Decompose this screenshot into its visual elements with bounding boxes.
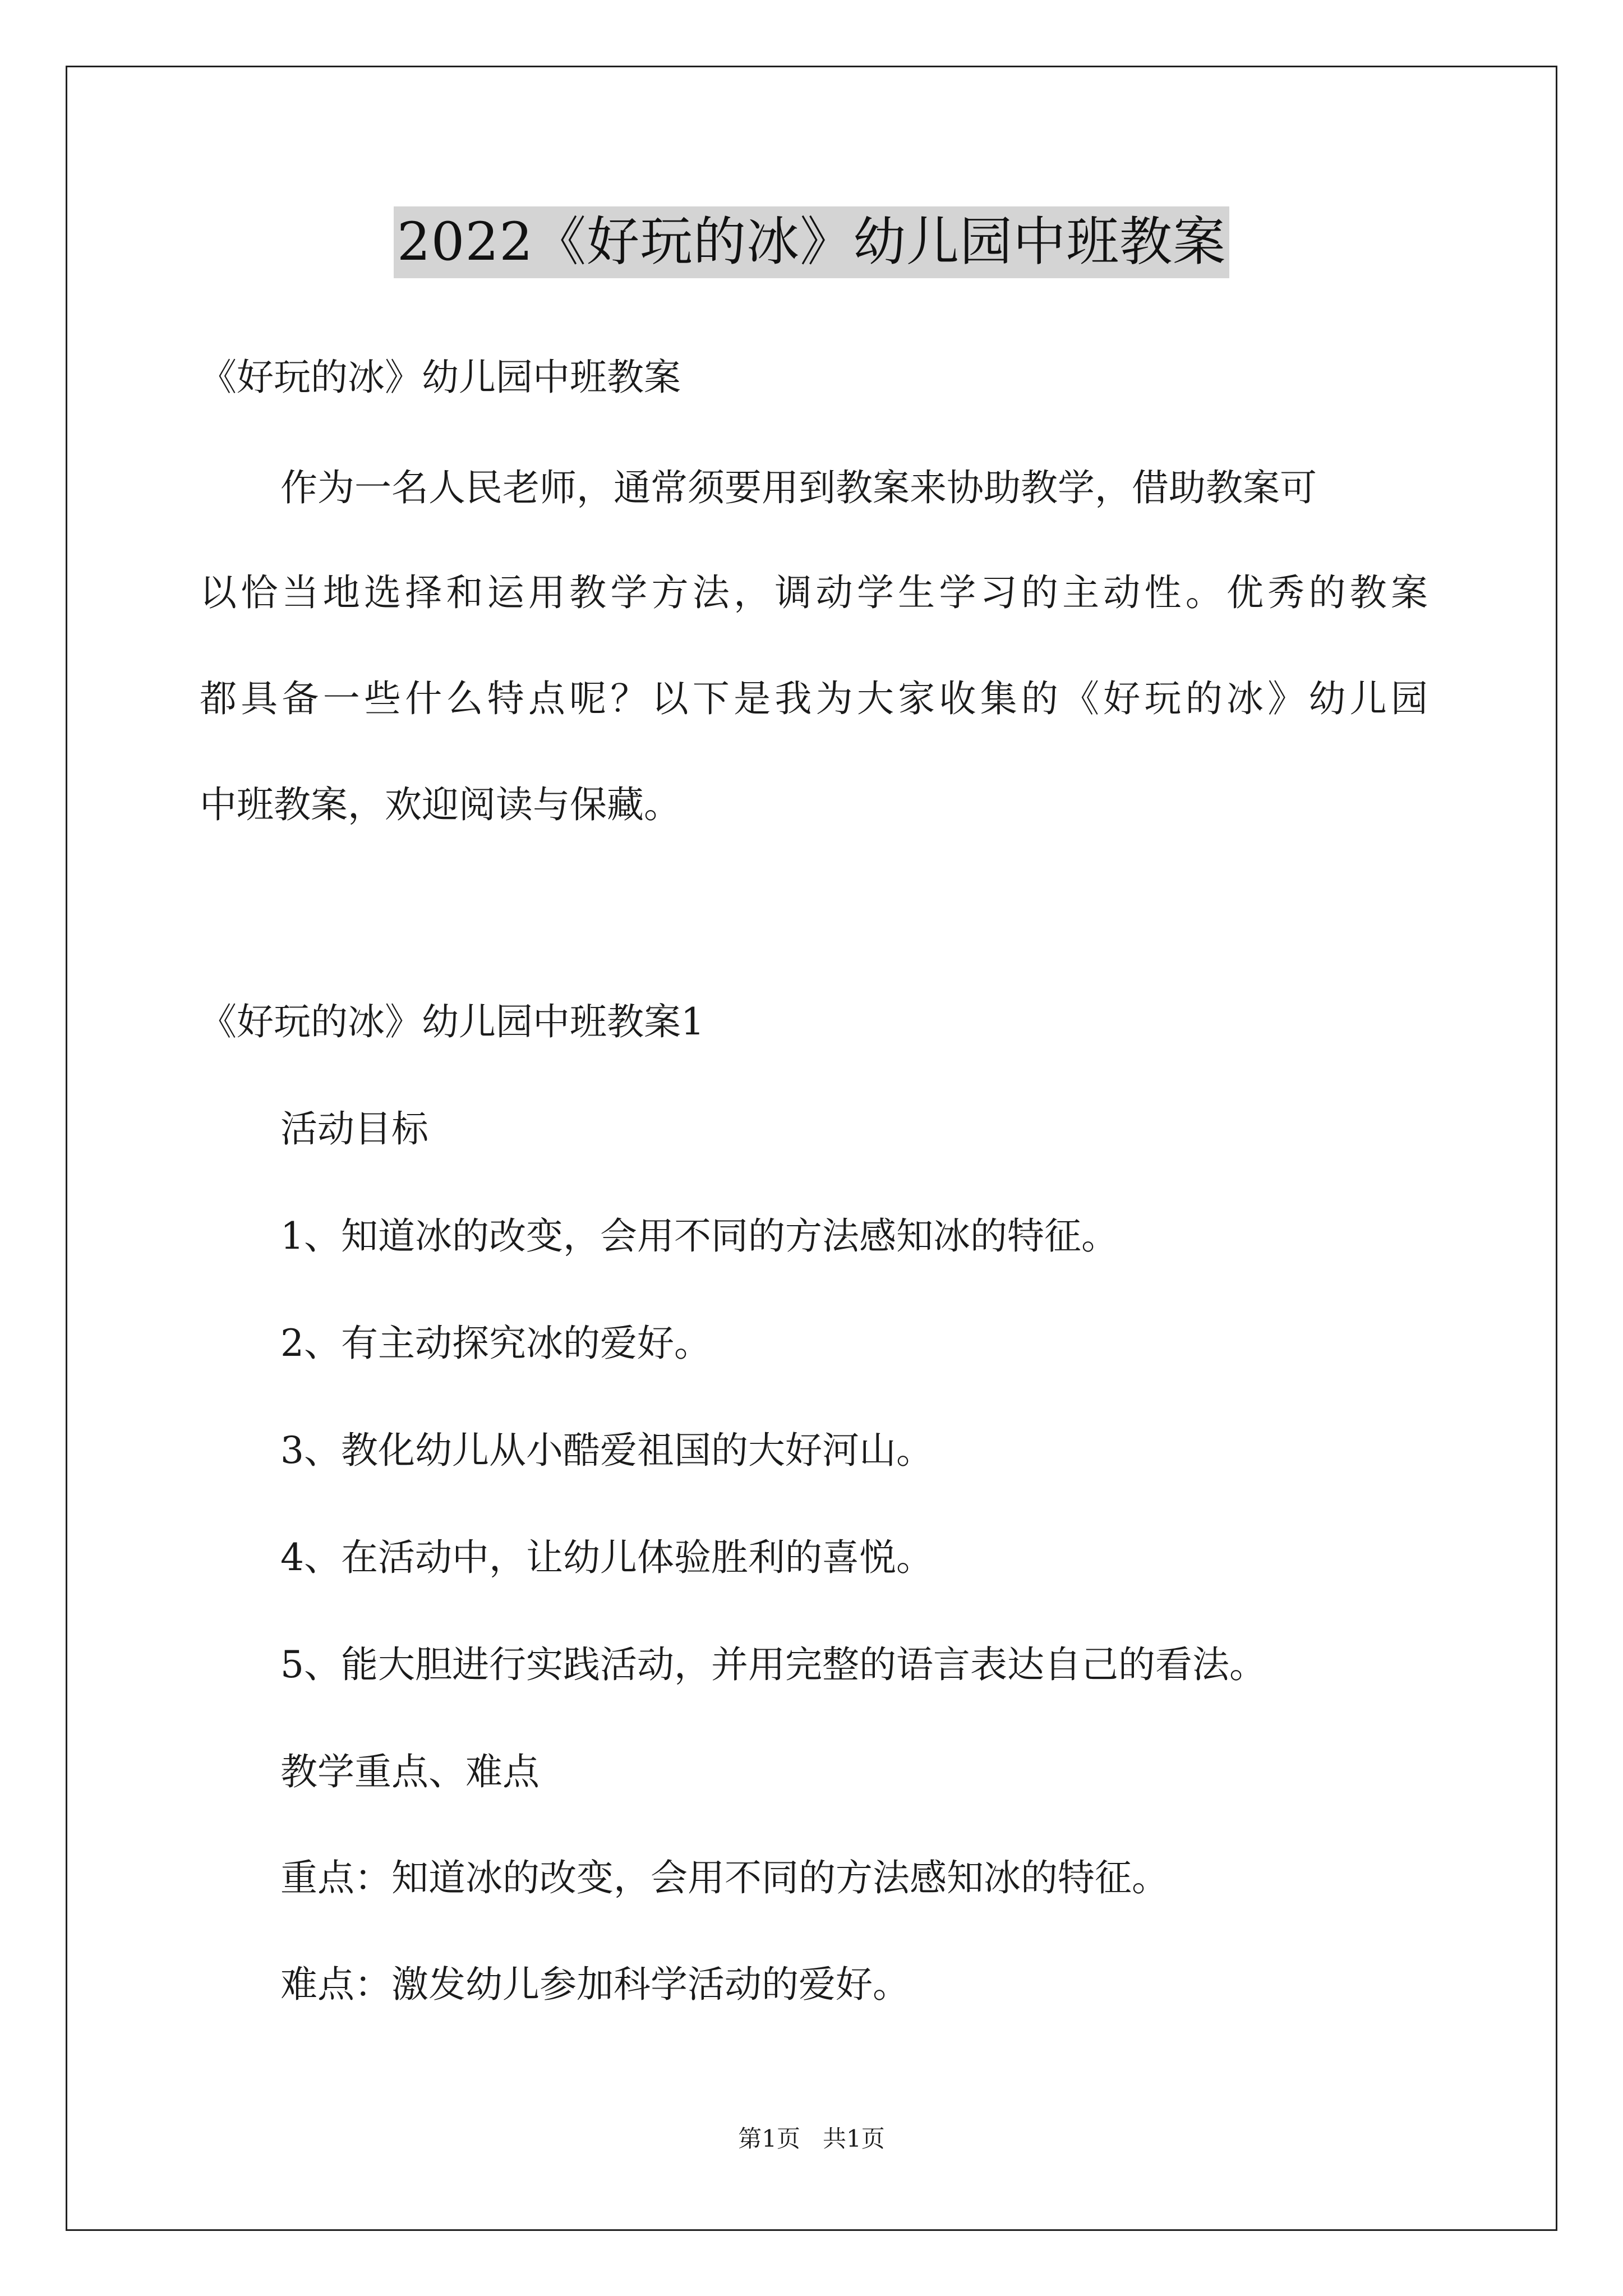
goal-item-3: 3、教化幼儿从小酷爱祖国的大好河山。 <box>280 1429 933 1472</box>
goal-item-2: 2、有主动探究冰的爱好。 <box>280 1322 711 1365</box>
intro-line-2: 以恰当地选择和运用教学方法，调动学生学习的主动性。优秀的教案 <box>200 571 1428 614</box>
title-container <box>0 206 1623 278</box>
document-title: 2022《好玩的冰》幼儿园中班教案 <box>394 206 1229 278</box>
intro-line-4: 中班教案，欢迎阅读与保藏。 <box>200 783 681 826</box>
goal-item-5: 5、能大胆进行实践活动，并用完整的语言表达自己的看法。 <box>280 1643 1266 1686</box>
goal-item-4: 4、在活动中，让幼儿体验胜利的喜悦。 <box>280 1536 933 1579</box>
page-number: 第1页 共1页 <box>738 2125 885 2152</box>
section-heading: 《好玩的冰》幼儿园中班教案1 <box>200 1000 704 1043</box>
document-subtitle: 《好玩的冰》幼儿园中班教案 <box>200 356 681 399</box>
key-point: 重点：知道冰的改变，会用不同的方法感知冰的特征。 <box>280 1856 1169 1899</box>
key-difficulty-heading: 教学重点、难点 <box>280 1750 540 1793</box>
intro-line-3: 都具备一些什么特点呢？以下是我为大家收集的《好玩的冰》幼儿园 <box>200 677 1428 720</box>
goals-heading: 活动目标 <box>280 1107 428 1151</box>
goal-item-1: 1、知道冰的改变，会用不同的方法感知冰的特征。 <box>280 1214 1118 1258</box>
difficulty-point: 难点：激发幼儿参加科学活动的爱好。 <box>280 1963 910 2006</box>
intro-line-1: 作为一名人民老师，通常须要用到教案来协助教学，借助教案可 <box>280 466 1317 509</box>
